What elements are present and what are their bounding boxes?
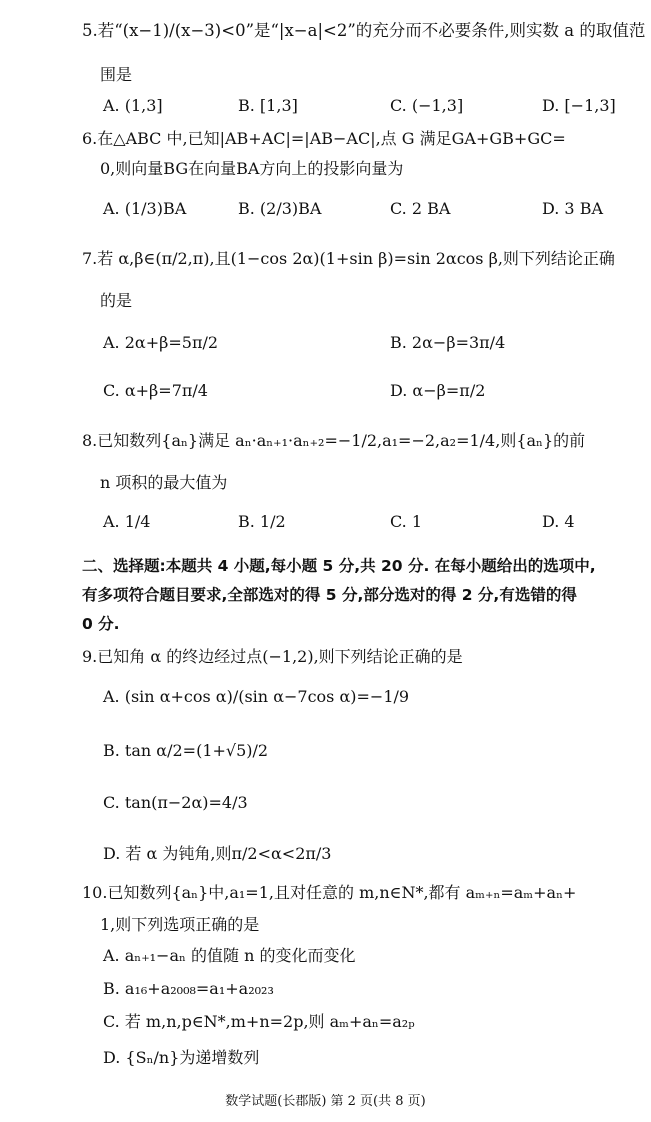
section2-line3: 0 分. [82,615,120,633]
q5-option-d: D. [−1,3] [542,96,616,115]
q7-option-a: A. 2α+β=5π/2 [103,333,219,352]
q5-option-c: C. (−1,3] [390,96,464,115]
q5-stem-line1: 5.若“(x−1)/(x−3)<0”是“|x−a|<2”的充分而不必要条件,则实数 a 的取值范 [82,21,646,40]
q8-stem-line2: n 项积的最大值为 [100,473,228,492]
q5-option-a: A. (1,3] [103,96,163,115]
q8-option-d: D. 4 [542,512,575,531]
section2-line2: 有多项符合题目要求,全部选对的得 5 分,部分选对的得 2 分,有选错的得 [82,586,577,604]
q6-option-c: C. 2 BA [390,199,451,218]
q6-option-a: A. (1/3)BA [103,199,187,218]
q6-option-b: B. (2/3)BA [238,199,322,218]
q7-option-b: B. 2α−β=3π/4 [390,333,506,352]
q10-stem-line2: 1,则下列选项正确的是 [100,915,260,934]
q9-option-c: C. tan(π−2α)=4/3 [103,793,248,812]
q5-stem-line2: 围是 [100,65,133,84]
section2-line1: 二、选择题:本题共 4 小题,每小题 5 分,共 20 分. 在每小题给出的选项中, [82,557,596,575]
q10-option-a: A. aₙ₊₁−aₙ 的值随 n 的变化而变化 [103,946,356,965]
q7-option-c: C. α+β=7π/4 [103,381,208,400]
q10-option-c: C. 若 m,n,p∈N*,m+n=2p,则 aₘ+aₙ=a₂ₚ [103,1012,415,1031]
q6-stem-line1: 6.在△ABC 中,已知|AB+AC|=|AB−AC|,点 G 满足GA+GB+GC= [82,129,566,148]
q9-option-b: B. tan α/2=(1+√5)/2 [103,741,269,760]
q9-stem: 9.已知角 α 的终边经过点(−1,2),则下列结论正确的是 [82,647,463,666]
q7-stem-line2: 的是 [100,291,133,310]
q6-stem-line2: 0,则向量BG在向量BA方向上的投影向量为 [100,159,404,178]
q9-option-d: D. 若 α 为钝角,则π/2<α<2π/3 [103,844,332,863]
q7-option-d: D. α−β=π/2 [390,381,486,400]
q10-option-d: D. {Sₙ/n}为递增数列 [103,1048,260,1067]
q8-option-b: B. 1/2 [238,512,286,531]
q9-option-a: A. (sin α+cos α)/(sin α−7cos α)=−1/9 [103,687,410,706]
page-footer: 数学试题(长郡版) 第 2 页(共 8 页) [225,1094,426,1109]
q7-stem-line1: 7.若 α,β∈(π/2,π),且(1−cos 2α)(1+sin β)=sin 2αcos β,则下列结论正确 [82,249,615,268]
q10-option-b: B. a₁₆+a₂₀₀₈=a₁+a₂₀₂₃ [103,979,274,998]
q10-stem-line1: 10.已知数列{aₙ}中,a₁=1,且对任意的 m,n∈N*,都有 aₘ₊ₙ=aₘ+aₙ+ [82,883,577,902]
q5-option-b: B. [1,3] [238,96,298,115]
q8-stem-line1: 8.已知数列{aₙ}满足 aₙ·aₙ₊₁·aₙ₊₂=−1/2,a₁=−2,a₂=1/4,则{aₙ}的前 [82,431,586,450]
q8-option-c: C. 1 [390,512,423,531]
q8-option-a: A. 1/4 [103,512,151,531]
q6-option-d: D. 3 BA [542,199,604,218]
